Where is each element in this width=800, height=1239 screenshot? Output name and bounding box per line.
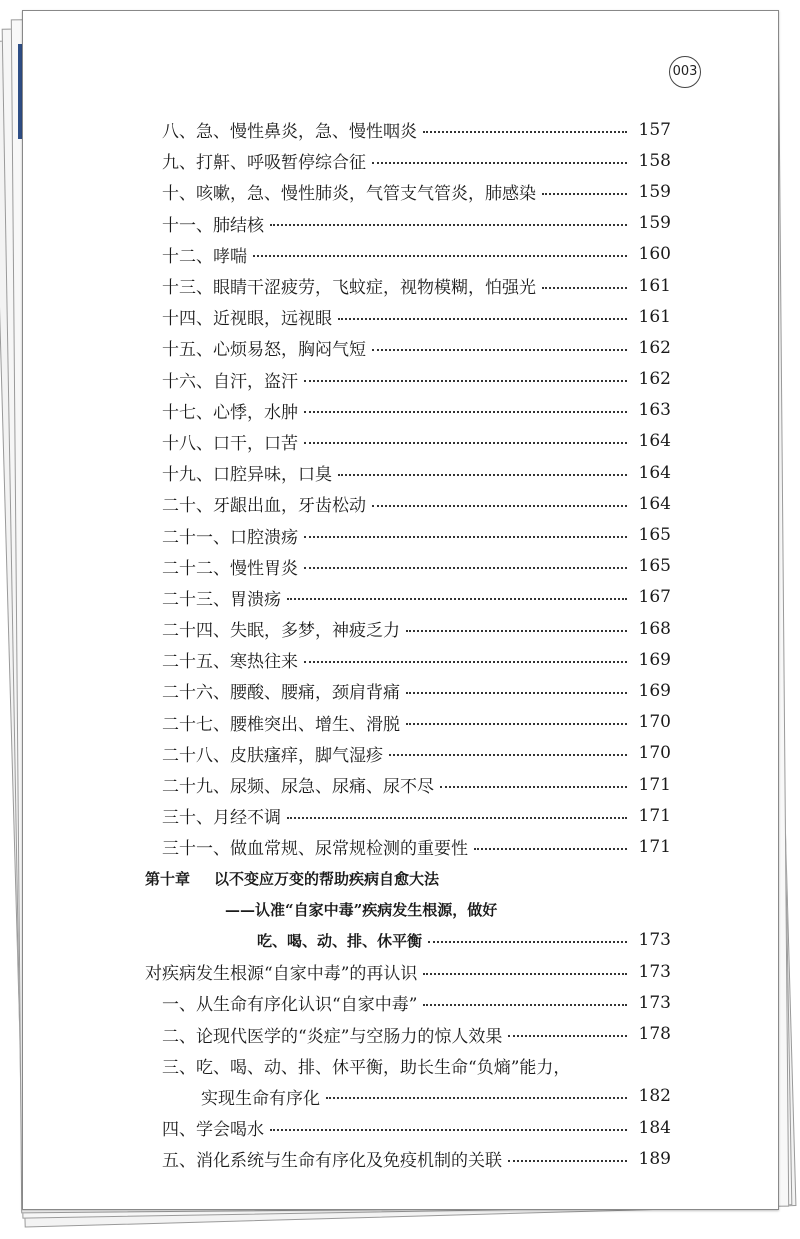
toc-page-number: 168 bbox=[638, 618, 671, 639]
toc-page-number: 161 bbox=[638, 306, 671, 327]
table-of-contents bbox=[23, 114, 778, 1174]
toc-entry[interactable] bbox=[23, 1143, 778, 1174]
toc-entry[interactable] bbox=[23, 551, 778, 582]
toc-entry-title: 二十六、腰酸、腰痛，颈肩背痛 bbox=[162, 678, 400, 703]
dot-leader bbox=[474, 848, 627, 850]
toc-entry-title: 二十五、寒热往来 bbox=[162, 647, 298, 672]
toc-entry[interactable] bbox=[23, 1112, 778, 1143]
dot-leader bbox=[406, 630, 627, 632]
toc-page-number: 167 bbox=[638, 587, 671, 608]
toc-entry[interactable] bbox=[23, 1081, 778, 1112]
toc-page-number: 173 bbox=[638, 992, 671, 1013]
dot-leader bbox=[423, 1004, 627, 1006]
toc-entry-list bbox=[23, 1112, 778, 1174]
toc-entry[interactable] bbox=[23, 675, 778, 706]
dot-leader bbox=[287, 817, 627, 819]
dot-leader bbox=[428, 941, 627, 943]
dot-leader bbox=[270, 224, 627, 226]
dot-leader bbox=[423, 131, 627, 133]
toc-entry-title: 十一、肺结核 bbox=[162, 211, 264, 236]
dot-leader bbox=[389, 754, 627, 756]
toc-entry[interactable] bbox=[23, 426, 778, 457]
dot-leader bbox=[423, 973, 627, 975]
toc-entry-title-line1: 三、吃、喝、动、排、休平衡，助长生命“负熵”能力， bbox=[162, 1053, 570, 1078]
dot-leader bbox=[372, 162, 627, 164]
toc-entry-title: 四、学会喝水 bbox=[162, 1115, 264, 1140]
toc-page-number: 164 bbox=[638, 462, 671, 483]
toc-entry[interactable] bbox=[23, 270, 778, 301]
toc-entry-title: 十、咳嗽，急、慢性肺炎，气管支气管炎，肺感染 bbox=[162, 179, 536, 204]
chapter-subtitle-line1: ——认准“自家中毒”疾病发生根源，做好 bbox=[225, 900, 498, 919]
toc-entry-title: 二十、牙龈出血，牙齿松动 bbox=[162, 491, 366, 516]
dot-leader bbox=[372, 349, 627, 351]
toc-entry-title: 九、打鼾、呼吸暂停综合征 bbox=[162, 148, 366, 173]
dot-leader bbox=[304, 567, 627, 569]
toc-entry-title: 十五、心烦易怒，胸闷气短 bbox=[162, 335, 366, 360]
toc-entry-title: 二十八、皮肤瘙痒，脚气湿疹 bbox=[162, 741, 383, 766]
dot-leader bbox=[304, 661, 627, 663]
toc-page-number: 165 bbox=[638, 525, 671, 546]
toc-entry-title: 十六、自汗，盗汗 bbox=[162, 367, 298, 392]
toc-entry[interactable] bbox=[23, 145, 778, 176]
toc-entry[interactable] bbox=[23, 395, 778, 426]
dot-leader bbox=[304, 442, 627, 444]
toc-entry-list bbox=[23, 987, 778, 1049]
toc-entry[interactable] bbox=[23, 987, 778, 1018]
dot-leader bbox=[338, 474, 627, 476]
toc-page-number: 173 bbox=[638, 930, 671, 951]
toc-page-number: 170 bbox=[638, 712, 671, 733]
toc-page bbox=[22, 10, 779, 1210]
toc-page-number: 164 bbox=[638, 493, 671, 514]
toc-entry-title: 一、从生命有序化认识“自家中毒” bbox=[162, 990, 417, 1015]
dot-leader bbox=[542, 287, 627, 289]
toc-entry[interactable] bbox=[23, 114, 778, 145]
toc-entry-title: 三十一、做血常规、尿常规检测的重要性 bbox=[162, 834, 468, 859]
chapter-heading bbox=[23, 863, 778, 894]
toc-entry-title: 十三、眼睛干涩疲劳，飞蚊症，视物模糊，怕强光 bbox=[162, 273, 536, 298]
toc-page-number: 164 bbox=[638, 431, 671, 452]
dot-leader bbox=[508, 1160, 627, 1162]
toc-page-number: 184 bbox=[638, 1117, 671, 1138]
toc-page-number: 169 bbox=[638, 649, 671, 670]
toc-entry-title: 二十七、腰椎突出、增生、滑脱 bbox=[162, 710, 400, 735]
toc-entry[interactable] bbox=[23, 208, 778, 239]
toc-entry[interactable] bbox=[23, 239, 778, 270]
toc-entry[interactable] bbox=[23, 613, 778, 644]
toc-entry-title-line2: 实现生命有序化 bbox=[201, 1084, 320, 1109]
toc-entry-title: 二十九、尿频、尿急、尿痛、尿不尽 bbox=[162, 772, 434, 797]
toc-page-number: 170 bbox=[638, 743, 671, 764]
toc-entry[interactable] bbox=[23, 707, 778, 738]
toc-page-number: 189 bbox=[638, 1148, 671, 1169]
toc-page-number: 157 bbox=[638, 119, 671, 140]
toc-entry-title: 八、急、慢性鼻炎，急、慢性咽炎 bbox=[162, 117, 417, 142]
dot-leader bbox=[440, 786, 627, 788]
toc-entry-title: 二十一、口腔溃疡 bbox=[162, 523, 298, 548]
toc-page-number: 165 bbox=[638, 556, 671, 577]
toc-page-number: 159 bbox=[638, 181, 671, 202]
toc-entry-title: 二十二、慢性胃炎 bbox=[162, 554, 298, 579]
toc-entry-title: 十四、近视眼，远视眼 bbox=[162, 304, 332, 329]
toc-entry[interactable] bbox=[23, 769, 778, 800]
toc-section-title: 对疾病发生根源“自家中毒”的再认识 bbox=[145, 959, 417, 984]
dot-leader bbox=[326, 1097, 627, 1099]
toc-entry[interactable] bbox=[23, 1050, 778, 1081]
toc-entry-title: 十七、心悸，水肿 bbox=[162, 398, 298, 423]
toc-entry-list bbox=[23, 114, 778, 863]
toc-entry-title: 十二、哮喘 bbox=[162, 242, 247, 267]
toc-page-number: 160 bbox=[638, 244, 671, 265]
toc-entry[interactable] bbox=[23, 364, 778, 395]
toc-entry-title: 十八、口干，口苦 bbox=[162, 429, 298, 454]
dot-leader bbox=[406, 692, 627, 694]
dot-leader bbox=[304, 536, 627, 538]
toc-entry[interactable] bbox=[23, 457, 778, 488]
toc-entry[interactable] bbox=[23, 488, 778, 519]
toc-page-number: 171 bbox=[638, 836, 671, 857]
toc-page-number: 159 bbox=[638, 213, 671, 234]
toc-entry-title: 十九、口腔异味，口臭 bbox=[162, 460, 332, 485]
dot-leader bbox=[542, 193, 627, 195]
toc-page-number: 162 bbox=[638, 369, 671, 390]
toc-entry-title: 二、论现代医学的“炎症”与空肠力的惊人效果 bbox=[162, 1022, 502, 1047]
toc-entry[interactable] bbox=[23, 831, 778, 862]
dot-leader bbox=[270, 1129, 627, 1131]
toc-entry[interactable] bbox=[23, 738, 778, 769]
toc-page-number: 182 bbox=[638, 1086, 671, 1107]
toc-entry-title: 五、消化系统与生命有序化及免疫机制的关联 bbox=[162, 1146, 502, 1171]
dot-leader bbox=[304, 380, 627, 382]
page-number-badge: 003 bbox=[669, 56, 701, 88]
toc-page-number: 171 bbox=[638, 805, 671, 826]
toc-entry[interactable] bbox=[23, 1018, 778, 1049]
toc-page-number: 161 bbox=[638, 275, 671, 296]
dot-leader bbox=[372, 505, 627, 507]
dot-leader bbox=[508, 1035, 627, 1037]
chapter-subtitle-line2: 吃、喝、动、排、休平衡 bbox=[257, 931, 423, 950]
dot-leader bbox=[253, 255, 627, 257]
toc-entry[interactable] bbox=[23, 582, 778, 613]
toc-entry-title: 二十四、失眠，多梦，神疲乏力 bbox=[162, 616, 400, 641]
chapter-subtitle bbox=[23, 925, 778, 956]
toc-page-number: 158 bbox=[638, 150, 671, 171]
dot-leader bbox=[304, 411, 627, 413]
dot-leader bbox=[338, 318, 627, 320]
toc-section[interactable] bbox=[23, 956, 778, 987]
toc-entry[interactable] bbox=[23, 644, 778, 675]
toc-entry[interactable] bbox=[23, 176, 778, 207]
toc-page-number: 169 bbox=[638, 680, 671, 701]
chapter-label: 第十章 bbox=[145, 869, 191, 888]
toc-page-number: 163 bbox=[638, 400, 671, 421]
toc-page-number: 173 bbox=[638, 961, 671, 982]
toc-entry[interactable] bbox=[23, 519, 778, 550]
chapter-title: 以不变应万变的帮助疾病自愈大法 bbox=[214, 869, 440, 888]
dot-leader bbox=[406, 723, 627, 725]
toc-entry[interactable] bbox=[23, 301, 778, 332]
dot-leader bbox=[287, 598, 627, 600]
toc-entry-title: 二十三、胃溃疡 bbox=[162, 585, 281, 610]
toc-page-number: 171 bbox=[638, 774, 671, 795]
toc-entry[interactable] bbox=[23, 332, 778, 363]
toc-page-number: 178 bbox=[638, 1024, 671, 1045]
toc-entry-title: 三十、月经不调 bbox=[162, 803, 281, 828]
chapter-subtitle bbox=[23, 894, 778, 925]
toc-entry[interactable] bbox=[23, 800, 778, 831]
toc-page-number: 162 bbox=[638, 337, 671, 358]
